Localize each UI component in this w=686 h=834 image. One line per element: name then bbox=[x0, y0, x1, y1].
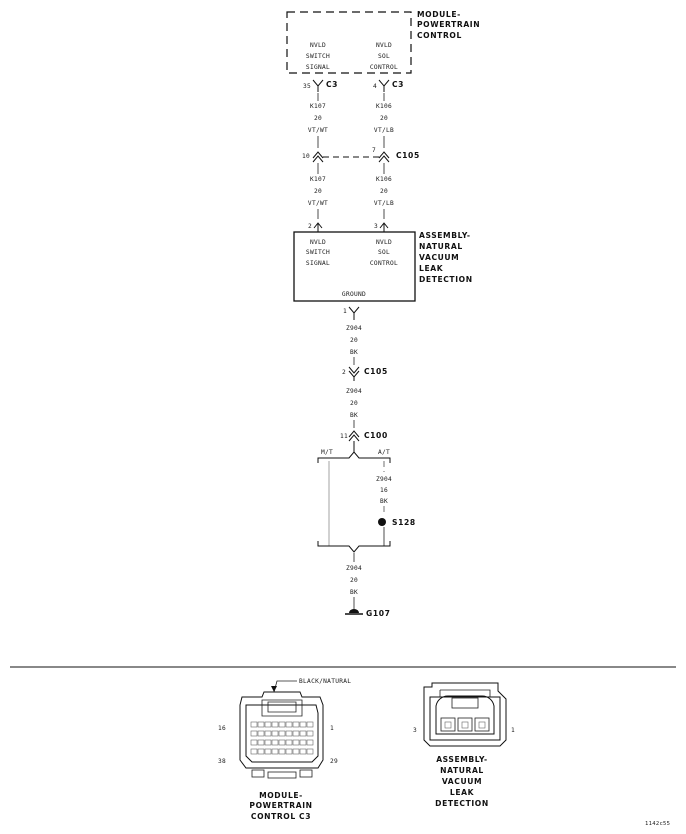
pcm-title-line-2: POWERTRAIN bbox=[417, 20, 481, 29]
wire-k106-upper-gauge: 20 bbox=[379, 115, 389, 122]
nvld-pin-left-label bbox=[306, 239, 330, 267]
pcm-c3-pin-top-right: 1 bbox=[330, 725, 335, 732]
pcm-c3-connector-view bbox=[218, 678, 351, 821]
wire-z904-3-circuit: Z904 bbox=[345, 565, 363, 572]
pcm-c3-left-label: C3 bbox=[326, 80, 339, 89]
pcm-c3-right-cavity: 4 bbox=[373, 83, 378, 90]
nvld-ground-label: GROUND bbox=[341, 291, 367, 298]
pcm-c3-pin-top-left: 16 bbox=[218, 725, 227, 732]
pcm-pin-left-line-3: SIGNAL bbox=[305, 64, 331, 71]
nvld-pin-left-line-1: NVLD bbox=[309, 239, 327, 246]
wire-k106-mid-gauge: 20 bbox=[379, 188, 389, 195]
wire-z904-3-gauge: 20 bbox=[349, 577, 359, 584]
pcm-c3-pin-grid bbox=[251, 722, 313, 754]
nvld-connector-view bbox=[413, 683, 515, 808]
nvld-conn-pin-left: 3 bbox=[413, 727, 418, 734]
wire-k107-mid-circuit: K107 bbox=[309, 176, 327, 183]
ground-label: G107 bbox=[366, 609, 391, 618]
nvld-conn-title-line-1: ASSEMBLY- bbox=[436, 755, 488, 764]
pcm-c3-right-label: C3 bbox=[392, 80, 405, 89]
pcm-c3-title-line-3: CONTROL C3 bbox=[250, 812, 312, 821]
nvld-title-line-1: ASSEMBLY- bbox=[419, 231, 471, 240]
pcm-c3-right-connector bbox=[373, 80, 404, 92]
nvld-title-line-2: NATURAL bbox=[419, 242, 463, 251]
c105-top-left-cavity: 10 bbox=[302, 153, 311, 160]
nvld-connector-cavities bbox=[308, 223, 388, 232]
pcm-title bbox=[417, 10, 480, 40]
pcm-c3-left-connector bbox=[303, 80, 338, 92]
wire-z904-1-label bbox=[346, 325, 362, 356]
pcm-pin-right-line-3: CONTROL bbox=[369, 64, 399, 71]
splice-label: S128 bbox=[392, 518, 416, 527]
wire-z904-1-color: BK bbox=[349, 349, 359, 356]
nvld-title-line-5: DETECTION bbox=[419, 275, 473, 284]
nvld-conn-pin-right: 1 bbox=[511, 727, 516, 734]
wire-k106-upper-label bbox=[374, 103, 394, 134]
c105-ground-cavity: 2 bbox=[342, 369, 347, 376]
auto-trans-label: A/T bbox=[377, 449, 391, 456]
pcm-title-line-3: CONTROL bbox=[417, 31, 462, 40]
nvld-conn-title-line-2: NATURAL bbox=[440, 766, 484, 775]
pcm-title-line-1: MODULE- bbox=[417, 10, 461, 19]
c100-label: C100 bbox=[364, 431, 388, 440]
wire-k107-upper-label bbox=[308, 103, 328, 134]
pcm-pin-right-line-1: NVLD bbox=[375, 42, 393, 49]
wire-z904-1-gauge: 20 bbox=[349, 337, 359, 344]
figure-code: 1142c55 bbox=[645, 821, 671, 827]
wire-k106-mid-label bbox=[374, 176, 394, 207]
pcm-pin-left-line-2: SWITCH bbox=[305, 53, 331, 60]
c105-ground-connector bbox=[342, 367, 388, 381]
wire-k107-upper-gauge: 20 bbox=[313, 115, 323, 122]
wire-k107-upper-color: VT/WT bbox=[307, 127, 329, 134]
pcm-pin-right-label bbox=[370, 42, 398, 71]
pcm-pin-right-line-2: SOL bbox=[377, 53, 391, 60]
wire-z904-2-color: BK bbox=[349, 412, 359, 419]
pcm-c3-pin-bottom-right: 29 bbox=[330, 758, 339, 765]
nvld-conn-title-line-5: DETECTION bbox=[435, 799, 489, 808]
nvld-title bbox=[419, 231, 473, 284]
wire-z904-2-gauge: 20 bbox=[349, 400, 359, 407]
wire-z904-3-color: BK bbox=[349, 589, 359, 596]
nvld-pin-right-line-3: CONTROL bbox=[369, 260, 399, 267]
c105-top-right-cavity: 7 bbox=[372, 147, 377, 154]
wire-k106-mid-color: VT/LB bbox=[373, 200, 395, 207]
nvld-pin-left-line-3: SIGNAL bbox=[305, 260, 331, 267]
nvld-title-line-3: VACUUM bbox=[419, 253, 460, 262]
wire-k106-mid-circuit: K106 bbox=[375, 176, 393, 183]
nvld-pin-right-line-2: SOL bbox=[377, 249, 391, 256]
wire-z904-2-circuit: Z904 bbox=[345, 388, 363, 395]
wire-z904-at-color: BK bbox=[379, 498, 389, 505]
wire-z904-2-label bbox=[346, 388, 362, 419]
nvld-pin-right-label bbox=[370, 239, 398, 267]
wire-z904-at-circuit: Z904 bbox=[375, 476, 393, 483]
pcm-pin-left-label bbox=[306, 42, 330, 71]
ground-g107 bbox=[345, 609, 390, 618]
splice-s128 bbox=[378, 518, 416, 527]
wire-z904-at-label bbox=[376, 476, 392, 505]
nvld-cavity-left: 2 bbox=[308, 223, 313, 230]
pcm-c3-title-line-1: MODULE- bbox=[259, 791, 303, 800]
ground-symbol bbox=[349, 609, 359, 613]
nvld-cavity-right: 3 bbox=[374, 223, 379, 230]
splice-dot bbox=[378, 518, 386, 526]
nvld-ground-cavity-number: 1 bbox=[343, 308, 348, 315]
c105-top-label: C105 bbox=[396, 151, 420, 160]
wire-k107-mid-label bbox=[308, 176, 328, 207]
wire-k107-upper-circuit: K107 bbox=[309, 103, 327, 110]
pcm-pin-left-line-1: NVLD bbox=[309, 42, 327, 49]
nvld-pin-right-line-1: NVLD bbox=[375, 239, 393, 246]
c105-top-connector bbox=[302, 147, 420, 162]
wire-z904-at-gauge: 16 bbox=[379, 487, 389, 494]
wire-k107-mid-color: VT/WT bbox=[307, 200, 329, 207]
pcm-c3-title-line-2: POWERTRAIN bbox=[249, 801, 313, 810]
wire-k106-upper-color: VT/LB bbox=[373, 127, 395, 134]
wire-z904-3-label bbox=[346, 565, 362, 596]
pcm-c3-pin-bottom-left: 38 bbox=[218, 758, 227, 765]
nvld-title-line-4: LEAK bbox=[419, 264, 444, 273]
c105-ground-label: C105 bbox=[364, 367, 388, 376]
nvld-conn-title-line-3: VACUUM bbox=[441, 777, 483, 786]
pcm-c3-left-cavity: 35 bbox=[303, 83, 312, 90]
nvld-conn-title-line-4: LEAK bbox=[449, 788, 475, 797]
manual-trans-label: M/T bbox=[320, 449, 334, 456]
nvld-pin-left-line-2: SWITCH bbox=[305, 249, 331, 256]
pcm-c3-color-label: BLACK/NATURAL bbox=[299, 678, 352, 685]
wire-z904-1-circuit: Z904 bbox=[345, 325, 363, 332]
nvld-ground-cavity bbox=[343, 307, 359, 320]
wire-k106-upper-circuit: K106 bbox=[375, 103, 393, 110]
c100-cavity: 11 bbox=[340, 433, 349, 440]
wire-k107-mid-gauge: 20 bbox=[313, 188, 323, 195]
